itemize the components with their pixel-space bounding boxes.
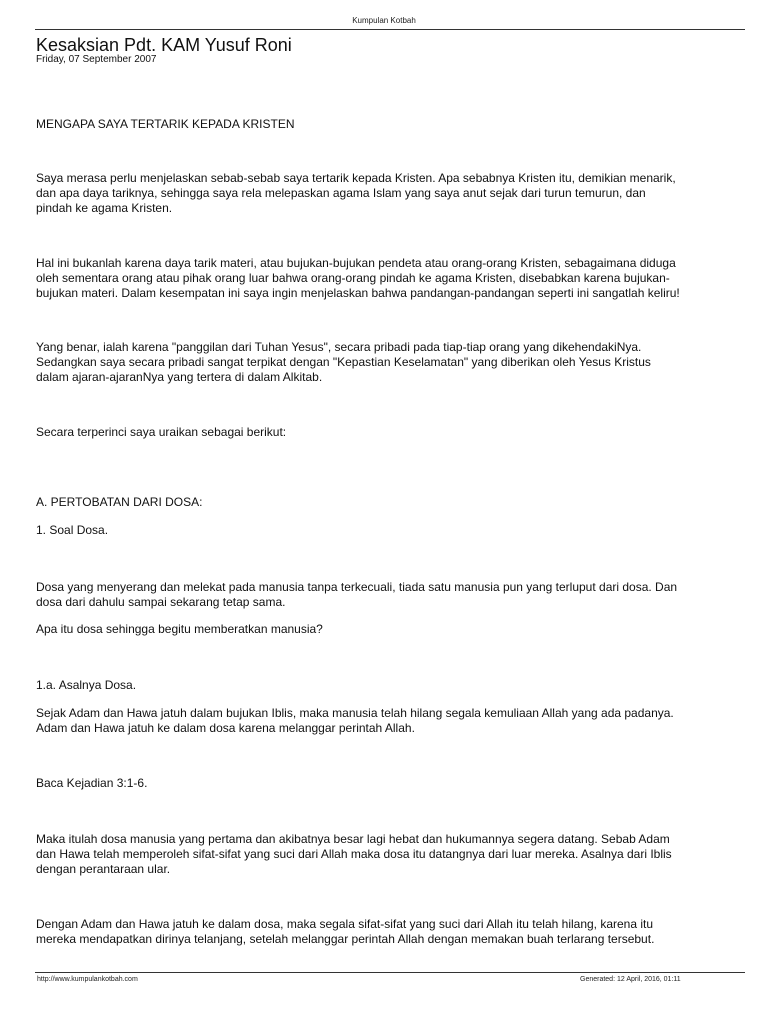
text-line: Adam dan Hawa jatuh ke dalam dosa karena melanggar perintah Allah. xyxy=(36,721,415,735)
text-line: bujukan materi. Dalam kesempatan ini saya ingin menjelaskan bahwa pandangan-pandangan seperti ini sangatlah keliru! xyxy=(36,286,680,300)
section-heading xyxy=(36,495,736,510)
footer-url[interactable]: http://www.kumpulankotbah.com xyxy=(37,976,138,983)
text-line: Apa itu dosa sehingga begitu memberatkan manusia? xyxy=(36,622,323,636)
text-line: Sejak Adam dan Hawa jatuh dalam bujukan Iblis, maka manusia telah hilang segala kemuliaan Allah yang ada padanya. xyxy=(36,706,674,720)
text-line: dalam ajaran-ajaranNya yang tertera di dalam Alkitab. xyxy=(36,370,323,384)
text-line: MENGAPA SAYA TERTARIK KEPADA KRISTEN xyxy=(36,117,295,131)
text-line: Saya merasa perlu menjelaskan sebab-sebab saya tertarik kepada Kristen. Apa sebabnya Kristen itu, demikian menarik, xyxy=(36,171,676,185)
text-line: dan Hawa telah memperoleh sifat-sifat yang suci dari Allah maka dosa itu datangnya dari luar mereka. Asalnya dari Iblis xyxy=(36,847,672,861)
footer-generated: Generated: 12 April, 2016, 01:11 xyxy=(580,976,681,983)
text-line: dosa dari dahulu sampai sekarang tetap sama. xyxy=(36,595,286,609)
paragraph xyxy=(36,171,736,216)
subsection-heading xyxy=(36,678,736,693)
paragraph xyxy=(36,256,736,301)
paragraph xyxy=(36,340,736,385)
text-line: Hal ini bukanlah karena daya tarik materi, atau bujukan-bujukan pendeta atau orang-orang Kristen, sebagaimana diduga xyxy=(36,256,676,270)
text-line: dan apa daya tariknya, sehingga saya rela melepaskan agama Islam yang saya anut sejak dari turun temurun, dan xyxy=(36,186,646,200)
document-title: Kesaksian Pdt. KAM Yusuf Roni xyxy=(36,35,292,55)
text-line: dengan perantaraan ular. xyxy=(36,862,171,876)
text-line: Dosa yang menyerang dan melekat pada manusia tanpa terkecuali, tiada satu manusia pun yang terluput dari dosa. Dan xyxy=(36,580,678,594)
text-line: mereka mendapatkan dirinya telanjang, setelah melanggar perintah Allah dengan memakan buah terlarang tersebut. xyxy=(36,932,655,946)
page-header-label: Kumpulan Kotbah xyxy=(352,16,416,25)
subsection-heading xyxy=(36,523,736,538)
text-line: Sedangkan saya secara pribadi sangat terpikat dengan "Kepastian Keselamatan" yang diberikan oleh Yesus Kristus xyxy=(36,355,651,369)
text-line: pindah ke agama Kristen. xyxy=(36,201,173,215)
paragraph xyxy=(36,917,736,947)
paragraph xyxy=(36,776,736,791)
text-line: A. PERTOBATAN DARI DOSA: xyxy=(36,495,203,509)
text-line: 1. Soal Dosa. xyxy=(36,523,109,537)
text-line: Secara terperinci saya uraikan sebagai berikut: xyxy=(36,425,287,439)
text-line: Maka itulah dosa manusia yang pertama dan akibatnya besar lagi hebat dan hukumannya segera datang. Sebab Adam xyxy=(36,832,670,846)
header-rule xyxy=(35,29,745,30)
paragraph xyxy=(36,580,736,610)
text-line: Dengan Adam dan Hawa jatuh ke dalam dosa, maka segala sifat-sifat yang suci dari Allah itu telah hilang, karena itu xyxy=(36,917,654,931)
paragraph xyxy=(36,425,736,440)
text-line: Baca Kejadian 3:1-6. xyxy=(36,776,148,790)
text-line: Yang benar, ialah karena "panggilan dari Tuhan Yesus", secara pribadi pada tiap-tiap orang yang dikehendakiNya. xyxy=(36,340,642,354)
document-date: Friday, 07 September 2007 xyxy=(36,54,157,65)
paragraph xyxy=(36,622,736,637)
footer-rule xyxy=(35,972,745,973)
paragraph xyxy=(36,706,736,736)
section-heading xyxy=(36,117,736,132)
text-line: 1.a. Asalnya Dosa. xyxy=(36,678,137,692)
text-line: oleh sementara orang atau pihak orang luar bahwa orang-orang pindah ke agama Kristen, disebabkan karena bujukan- xyxy=(36,271,670,285)
paragraph xyxy=(36,832,736,877)
